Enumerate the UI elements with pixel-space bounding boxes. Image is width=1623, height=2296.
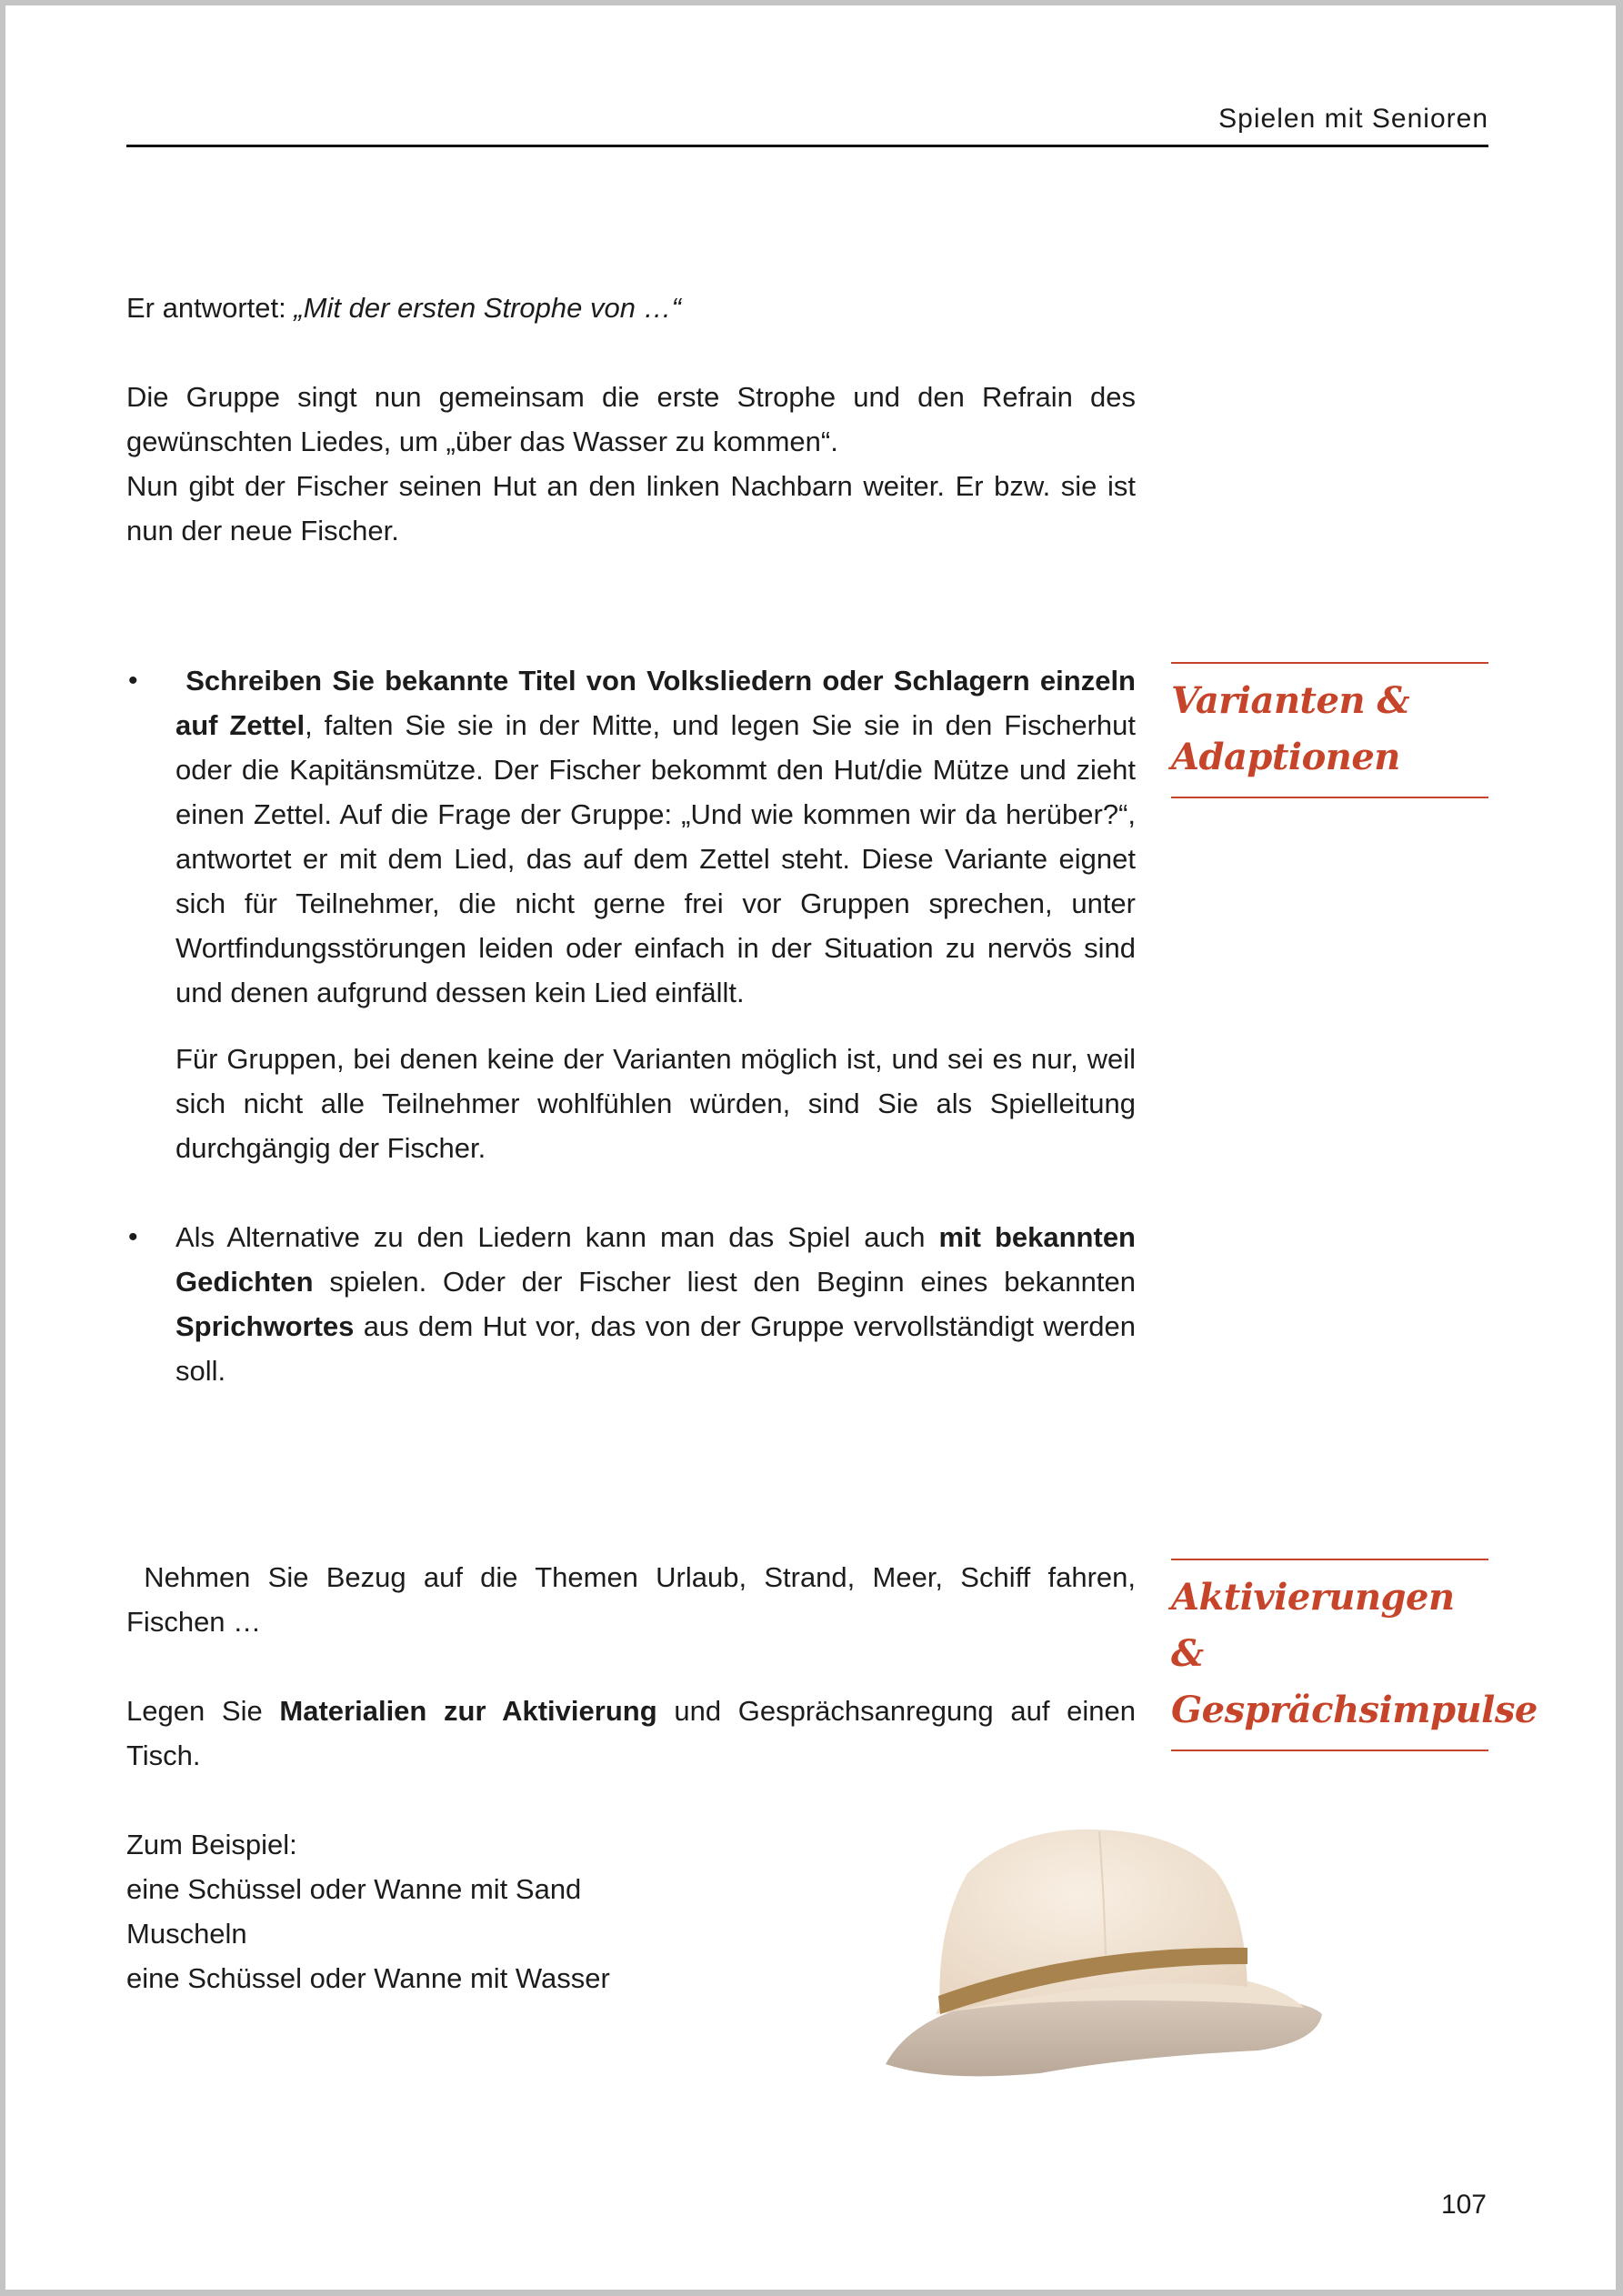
side-heading-line: Varianten & bbox=[1171, 679, 1410, 722]
activation-paragraph-2-bold: Materialien zur Aktivierung bbox=[279, 1695, 657, 1727]
activation-paragraph-1-text: Nehmen Sie Bezug auf die Themen Urlaub, Strand, Meer, Schiff fahren, Fischen … bbox=[126, 1561, 1136, 1638]
document-page bbox=[5, 5, 1616, 2290]
side-heading-variants bbox=[1171, 662, 1488, 798]
bullet-icon: • bbox=[128, 1222, 138, 1252]
bullet-2-part: Als Alternative zu den Liedern kann man das Spiel auch bbox=[175, 1221, 939, 1253]
intro-paragraph-2: Nun gibt der Fischer seinen Hut an den linken Nachbarn weiter. Er bzw. sie ist nun der neue Fischer. bbox=[126, 470, 1136, 546]
example-item: eine Schüssel oder Wanne mit Sand bbox=[126, 1873, 582, 1905]
bullet-icon: • bbox=[128, 666, 138, 696]
example-item: Muscheln bbox=[126, 1918, 247, 1950]
examples-label: Zum Beispiel: bbox=[126, 1829, 297, 1860]
page-number: 107 bbox=[1440, 2190, 1487, 2220]
bullet-1-text bbox=[175, 658, 1136, 1015]
side-heading-line: Gesprächsimpulse bbox=[1171, 1689, 1538, 1731]
running-header-title: Spielen mit Senioren bbox=[1218, 104, 1488, 134]
side-heading-line: Adaptionen bbox=[1171, 736, 1400, 778]
activation-paragraph-2-part: Legen Sie bbox=[126, 1695, 280, 1727]
answer-prefix: Er antwortet: bbox=[126, 292, 295, 324]
side-heading-activation bbox=[1171, 1559, 1538, 1751]
example-item: eine Schüssel oder Wanne mit Wasser bbox=[126, 1962, 610, 1994]
bullet-item bbox=[126, 1215, 1136, 1393]
intro-section bbox=[126, 286, 1136, 553]
answer-quote: „Mit der ersten Strophe von …“ bbox=[294, 292, 681, 324]
header-rule bbox=[126, 145, 1488, 147]
activation-paragraph-2-part: und Gesprächsanregung auf einen Tisch. bbox=[126, 1695, 1137, 1771]
activation-paragraph-1 bbox=[126, 1555, 1136, 1644]
bullet-2-part: spielen. Oder der Fischer liest den Beginn eines bekannten bbox=[313, 1266, 1136, 1298]
bucket-hat-illustration bbox=[858, 1819, 1331, 2082]
bullet-2-text bbox=[175, 1215, 1136, 1393]
activation-paragraph-2 bbox=[126, 1689, 1136, 1778]
bullet-2-part: aus dem Hut vor, das von der Gruppe vervollständigt werden soll. bbox=[175, 1310, 1136, 1387]
variants-section bbox=[126, 658, 1136, 1393]
bullet-2-bold: Sprichwortes bbox=[175, 1310, 355, 1342]
answer-line bbox=[126, 286, 1136, 330]
variants-followup: Für Gruppen, bei denen keine der Varianten möglich ist, und sei es nur, weil sich nicht alle Teilnehmer wohlfühlen würden, sind Sie als Spielleitung durchgängig der Fischer. bbox=[175, 1043, 1136, 1164]
side-heading-line: Aktivierungen & bbox=[1171, 1576, 1455, 1675]
bullet-1-body: , falten Sie sie in der Mitte, und legen Sie sie in den Fischerhut oder die Kapitänsmütze. Der Fischer bekommt den Hut/die Mütze und zieht einen Zettel. Auf die Frage der Gruppe: „Und wie kommen wir da herüber?“, antwortet er mit dem Lied, das auf dem Zettel steht. Diese Variante eignet sich für Teilnehmer, die nicht gerne frei vor Gruppen sprechen, unter Wortfindungsstörungen leiden oder einfach in der Situation zu nervös sind und denen aufgrund dessen kein Lied einfällt. bbox=[175, 709, 1136, 1008]
bullet-1-bold-lead: Schreiben Sie bekannte Titel von Volksliedern oder Schlagern einzeln auf Zettel bbox=[175, 665, 1136, 741]
bullet-item bbox=[126, 658, 1136, 1015]
bullet-2-bold: mit bekannten Gedichten bbox=[175, 1221, 1136, 1298]
intro-paragraph-1: Die Gruppe singt nun gemeinsam die erste Strophe und den Refrain des gewünschten Liedes, um „über das Wasser zu kommen“. bbox=[126, 381, 1136, 457]
